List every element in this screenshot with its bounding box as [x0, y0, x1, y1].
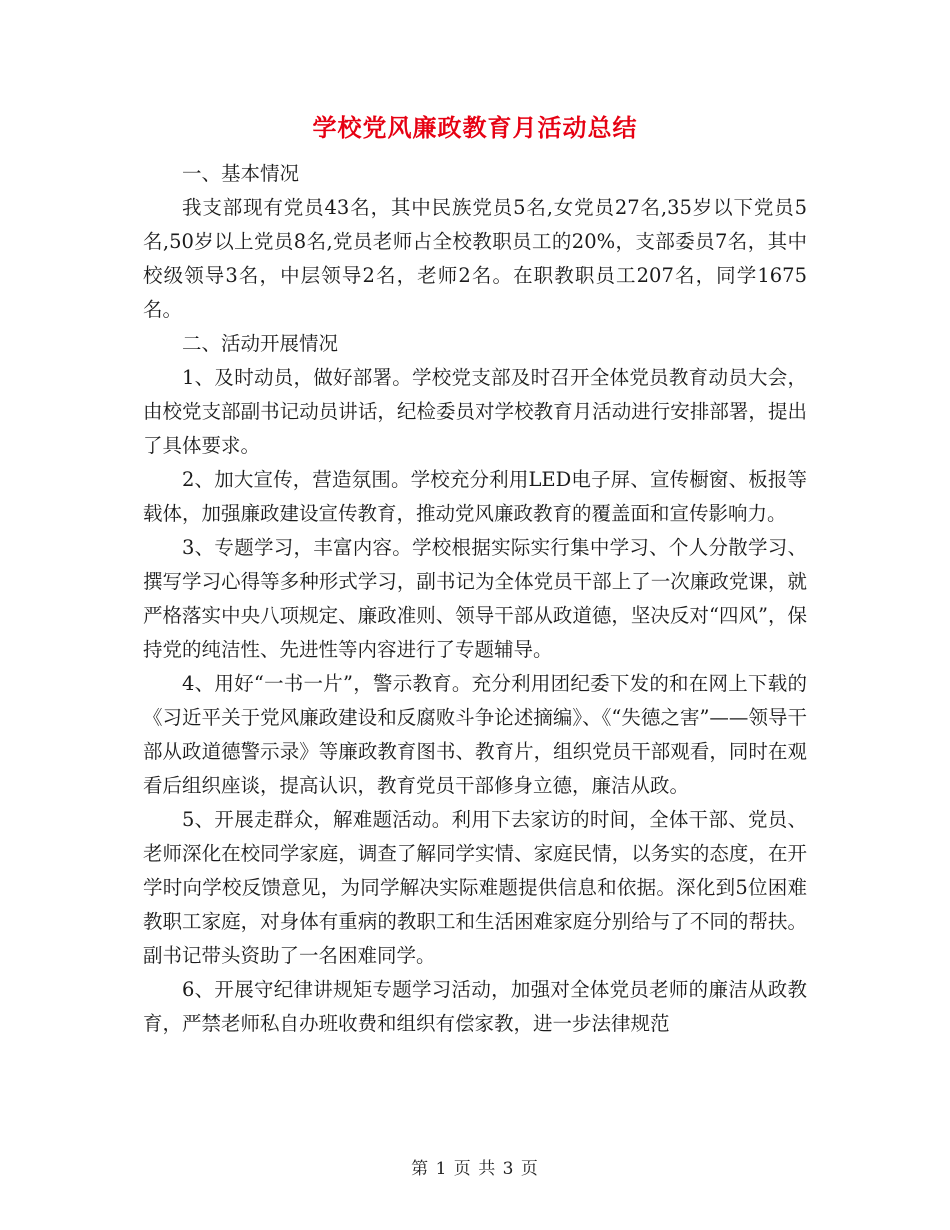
paragraph-item-1: 1、及时动员，做好部署。学校党支部及时召开全体党员教育动员大会，由校党支部副书记动员讲话，纪检委员对学校教育月活动进行安排部署，提出了具体要求。 [143, 366, 807, 457]
paragraph-item-4: 4、用好“一书一片”，警示教育。充分利用团纪委下发的和在网上下载的《习近平关于党风廉政建设和反腐败斗争论述摘编》、《“失德之害”——领导干部从政道德警示录》等廉政教育图书、教育片，组织党员干部观看，同时在观看后组织座谈，提高认识，教育党员干部修身立德，廉洁从政。 [143, 672, 807, 797]
paragraph-item-3: 3、专题学习，丰富内容。学校根据实际实行集中学习、个人分散学习、撰写学习心得等多种形式学习，副书记为全体党员干部上了一次廉政党课，就严格落实中央八项规定、廉政准则、领导干部从政道德，坚决反对“四风”，保持党的纯洁性、先进性等内容进行了专题辅导。 [143, 536, 807, 661]
document-title: 学校党风廉政教育月活动总结 [312, 113, 638, 142]
page-number-footer: 第 1 页 共 3 页 [411, 1159, 539, 1179]
paragraph-basic-info: 我支部现有党员43名，其中民族党员5名,女党员27名,35岁以下党员5名,50岁以上党员8名,党员老师占全校教职员工的20%，支部委员7名，其中校级领导3名，中层领导2名，老师2名。在职教职员工207名，同学1675名。 [143, 196, 807, 321]
paragraph-item-6: 6、开展守纪律讲规矩专题学习活动，加强对全体党员老师的廉洁从政教育，严禁老师私自办班收费和组织有偿家教，进一步法律规范 [143, 978, 807, 1035]
paragraph-item-2: 2、加大宣传，营造氛围。学校充分利用LED电子屏、宣传橱窗、板报等载体，加强廉政建设宣传教育，推动党风廉政教育的覆盖面和宣传影响力。 [143, 468, 807, 525]
section-heading-basic: 一、基本情况 [182, 162, 300, 185]
section-heading-activities: 二、活动开展情况 [182, 332, 339, 355]
document-body [143, 157, 807, 1041]
paragraph-item-5: 5、开展走群众，解难题活动。利用下去家访的时间，全体干部、党员、老师深化在校同学家庭，调查了解同学实情、家庭民情，以务实的态度，在开学时向学校反馈意见，为同学解决实际难题提供信息和依据。深化到5位困难教职工家庭，对身体有重病的教职工和生活困难家庭分别给与了不同的帮扶。副书记带头资助了一名困难同学。 [143, 808, 807, 967]
